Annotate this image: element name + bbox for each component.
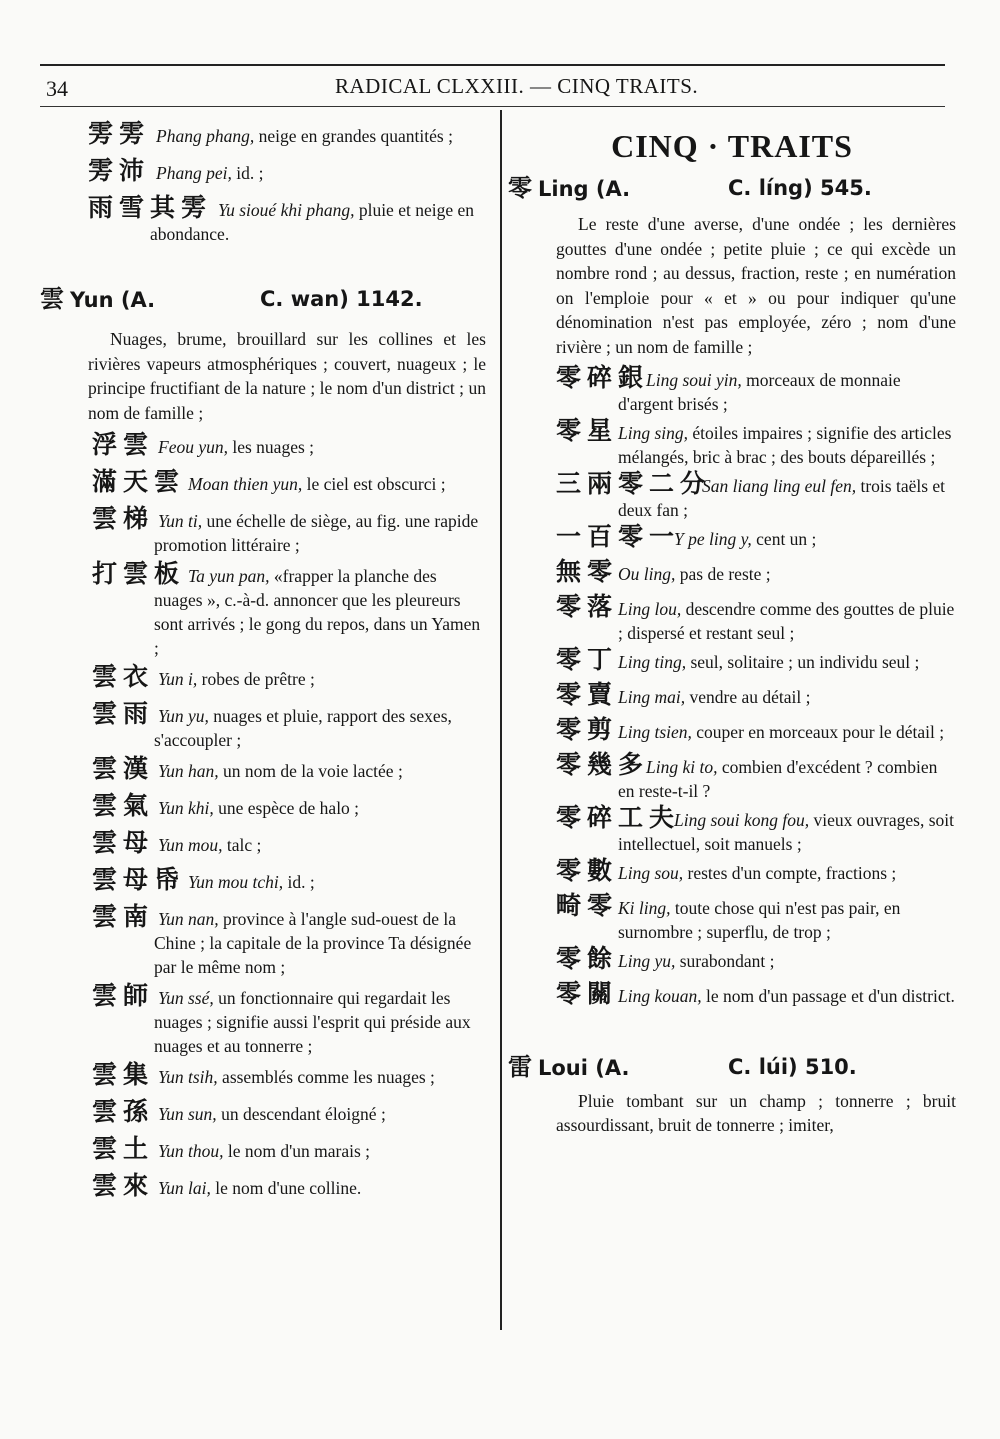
romanization: Ling ki to,: [646, 756, 718, 777]
gloss: seul, solitaire ; un individu seul ;: [686, 651, 920, 672]
romanization: Ling soui yin,: [646, 369, 742, 390]
ling-heading: [508, 173, 956, 204]
gloss: restes d'un compte, fractions ;: [683, 862, 897, 883]
gloss: neige en grandes quantités ;: [254, 126, 453, 146]
romanization: Yun han,: [158, 761, 219, 782]
yun-word: Yun (A.: [70, 288, 156, 312]
gloss: les nuages ;: [227, 437, 315, 458]
gloss: assemblés comme les nuages ;: [217, 1067, 435, 1088]
left-column: [40, 119, 486, 1213]
sub-entry: [88, 119, 486, 154]
gloss: combien d'excédent ? combien en reste-t-il ?: [618, 756, 938, 801]
sub-entry: [92, 791, 486, 826]
entry-characters: 雲師: [92, 981, 155, 1011]
sub-entry: [556, 978, 956, 1014]
romanization: Yun mou,: [158, 835, 223, 856]
romanization: Ling sing,: [618, 422, 689, 443]
entry-characters: 雲集: [92, 1060, 155, 1090]
gloss: pluie et neige en abondance.: [150, 200, 474, 244]
sub-entry: [88, 193, 486, 246]
gloss: province à l'angle sud-ouest de la Chine ; la capitale de la province Ta désignée par le même nom ;: [154, 909, 472, 978]
gloss: toute chose qui n'est pas pair, en surnombre ; superflu, de trop ;: [618, 897, 901, 942]
gloss: le nom d'une colline.: [210, 1178, 362, 1199]
sub-entry: [556, 521, 956, 557]
entry-characters: 雲孫: [92, 1097, 155, 1127]
page-number: 34: [46, 76, 68, 101]
yun-cantonese-ref: C. wan) 1142.: [260, 287, 423, 311]
sub-entry: [556, 714, 956, 750]
entry-characters: 零餘: [556, 943, 619, 973]
sub-entry: [556, 802, 956, 856]
entry-characters: 滿天雲: [92, 467, 186, 497]
sub-entry: [556, 644, 956, 680]
entry-characters: 雲母帋: [92, 865, 186, 895]
entry-characters: 零剪: [556, 714, 619, 744]
entry-characters: 雲土: [92, 1134, 155, 1164]
romanization: Ou ling,: [618, 563, 676, 584]
sub-entry: [92, 467, 486, 502]
loui-definition: Pluie tombant sur un champ ; tonnerre ; bruit assourdissant, bruit de tonnerre ; imiter,: [556, 1090, 956, 1136]
entry-characters: 雲衣: [92, 662, 155, 692]
romanization: Yun i,: [158, 669, 198, 690]
yun-character: 雲: [40, 285, 64, 313]
sub-entry: [556, 749, 956, 803]
gloss: robes de prêtre ;: [197, 669, 315, 690]
sub-entry: [556, 415, 956, 469]
gloss: surabondant ;: [675, 950, 775, 971]
sub-entry: [556, 943, 956, 979]
entry-characters: 雲漢: [92, 754, 155, 784]
romanization: Yun tsih,: [158, 1067, 218, 1088]
gloss: cent un ;: [751, 528, 817, 549]
entry-characters: 雱雱: [88, 119, 151, 148]
sub-entry: [92, 981, 486, 1058]
gloss: «frapper la planche des nuages », c.-à-d. annoncer que les pleureurs sont arrivés ; le gong du repos, dans un Yamen ;: [154, 566, 481, 659]
loui-word: Loui (A.: [538, 1055, 630, 1080]
romanization: Ling sou,: [618, 862, 684, 883]
sub-entry: [92, 1060, 486, 1095]
entry-characters: 雲雨: [92, 699, 155, 729]
gloss: le ciel est obscurci ;: [302, 474, 446, 495]
romanization: Feou yun,: [158, 437, 228, 458]
sub-entry: [88, 156, 486, 191]
sub-entry: [556, 468, 956, 522]
sub-entry: [92, 902, 486, 979]
romanization: Ling tsien,: [618, 721, 692, 742]
loui-heading: [508, 1052, 956, 1083]
ling-entries: [508, 362, 956, 1014]
ling-cantonese-ref: C. líng) 545.: [728, 176, 872, 200]
entry-characters: 零落: [556, 591, 619, 621]
romanization: Ling kouan,: [618, 985, 702, 1006]
entry-characters: 一百零一: [556, 521, 681, 551]
gloss: un nom de la voie lactée ;: [218, 761, 403, 782]
gloss: un fonctionnaire qui regardait les nuages ; signifie aussi l'esprit qui préside aux nuages et au tonnerre ;: [154, 988, 471, 1057]
romanization: Y pe ling y,: [674, 528, 752, 549]
top-entries: [40, 119, 486, 246]
sub-entry: [92, 699, 486, 752]
romanization: Yun ssé,: [158, 988, 214, 1009]
entry-characters: 雲氣: [92, 791, 155, 821]
entry-characters: 零碎銀: [556, 362, 650, 392]
column-divider: [500, 110, 502, 1330]
sub-entry: [92, 1134, 486, 1169]
loui-character: 雷: [508, 1052, 532, 1081]
header-rule: [40, 106, 945, 107]
sub-entry: [556, 591, 956, 645]
sub-entry: [92, 662, 486, 697]
sub-entry: [92, 430, 486, 465]
entry-characters: 雲南: [92, 902, 155, 932]
gloss: un descendant éloigné ;: [216, 1104, 386, 1125]
gloss: étoiles impaires ; signifie des articles mélangés, bric à brac ; des bouts dépareillés ;: [618, 422, 952, 467]
sub-entry: [556, 362, 956, 416]
yun-heading: [40, 284, 486, 315]
romanization: Yun nan,: [158, 909, 219, 930]
entry-characters: 雲來: [92, 1171, 155, 1201]
gloss: couper en morceaux pour le détail ;: [691, 721, 945, 742]
sub-entry: [556, 890, 956, 944]
sub-entry: [556, 679, 956, 715]
romanization: Ki ling,: [618, 897, 671, 918]
romanization: Ling soui kong fou,: [674, 809, 810, 830]
entry-characters: 浮雲: [92, 430, 155, 460]
gloss: une espèce de halo ;: [213, 798, 360, 819]
sub-entry: [92, 754, 486, 789]
entry-characters: 雱沛: [88, 156, 151, 185]
sub-entry: [92, 559, 486, 660]
gloss: une échelle de siège, au fig. une rapide promotion littéraire ;: [154, 511, 479, 556]
entry-characters: 三兩零二分: [556, 468, 712, 498]
ling-definition: Le reste d'une averse, d'une ondée ; les dernières gouttes d'une ondée ; petite pluie ; ce qui excède un nombre rond ; au dessus, fraction, reste ; en numération on l'emploie pour « et » ou pour indiquer qu'une dénomination n'est pas employée, zéro ; nom d'une rivière ; un nom de famille ;: [556, 214, 956, 357]
gloss: le nom d'un passage et d'un district.: [701, 985, 955, 1006]
entry-characters: 無零: [556, 556, 619, 586]
romanization: Yun yu,: [158, 706, 209, 727]
gloss: le nom d'un marais ;: [223, 1141, 371, 1162]
entry-characters: 零幾多: [556, 749, 650, 779]
section-title: CINQ · TRAITS: [611, 128, 853, 164]
gloss: pas de reste ;: [675, 563, 771, 584]
romanization: Ling yu,: [618, 950, 676, 971]
romanization: Yun lai,: [158, 1178, 211, 1199]
romanization: Yun khi,: [158, 798, 214, 819]
gloss: descendre comme des gouttes de pluie ; dispersé et restant seul ;: [618, 598, 955, 643]
romanization: Ling ting,: [618, 651, 687, 672]
top-rule: [40, 64, 945, 66]
romanization: Yun ti,: [158, 511, 203, 532]
yun-entries: [40, 430, 486, 1206]
entry-characters: 零賣: [556, 679, 619, 709]
entry-characters: 雲母: [92, 828, 155, 858]
romanization: Yun thou,: [158, 1141, 224, 1162]
gloss: nuages et pluie, rapport des sexes, s'accoupler ;: [154, 706, 452, 751]
romanization: Moan thien yun,: [188, 474, 303, 495]
gloss: trois taëls et deux fan ;: [618, 475, 946, 520]
gloss: morceaux de monnaie d'argent brisés ;: [618, 369, 901, 414]
loui-cantonese-ref: C. lúi) 510.: [728, 1054, 857, 1079]
sub-entry: [556, 556, 956, 592]
romanization: Yun sun,: [158, 1104, 217, 1125]
entry-characters: 零丁: [556, 644, 619, 674]
gloss: talc ;: [222, 835, 262, 856]
yun-definition: Nuages, brume, brouillard sur les collines et les rivières vapeurs atmosphériques ; couvert, nuageux ; le principe fructifiant de la nature ; le nom d'un district ; un nom de famille ;: [88, 329, 486, 423]
sub-entry: [92, 865, 486, 900]
gloss: vieux ouvrages, soit intellectuel, soit manuels ;: [618, 809, 954, 854]
romanization: Yu sioué khi phang,: [218, 200, 355, 220]
entry-characters: 零星: [556, 415, 619, 445]
romanization: Phang pei,: [156, 163, 232, 183]
running-title: RADICAL CLXXIII. — CINQ TRAITS.: [335, 74, 699, 98]
sub-entry: [92, 828, 486, 863]
entry-characters: 零數: [556, 855, 619, 885]
entry-characters: 雲梯: [92, 504, 155, 534]
romanization: Ta yun pan,: [188, 566, 270, 587]
entry-characters: 零關: [556, 978, 619, 1008]
sub-entry: [92, 1171, 486, 1206]
romanization: Ling mai,: [618, 686, 686, 707]
romanization: Phang phang,: [156, 126, 255, 146]
ling-word: Ling (A.: [538, 177, 631, 201]
gloss: id. ;: [283, 872, 315, 893]
entry-characters: 零碎工夫: [556, 802, 681, 832]
sub-entry: [92, 1097, 486, 1132]
sub-entry: [556, 855, 956, 891]
sub-entry: [92, 504, 486, 557]
entry-characters: 雨雪其雱: [88, 193, 213, 222]
entry-characters: 畸零: [556, 890, 619, 920]
romanization: San liang ling eul fen,: [702, 475, 857, 496]
ling-character: 零: [508, 174, 532, 202]
romanization: Yun mou tchi,: [188, 872, 284, 893]
romanization: Ling lou,: [618, 598, 682, 619]
gloss: vendre au détail ;: [685, 686, 811, 707]
gloss: id. ;: [231, 163, 264, 183]
entry-characters: 打雲板: [92, 559, 186, 589]
right-column: [508, 124, 956, 1138]
